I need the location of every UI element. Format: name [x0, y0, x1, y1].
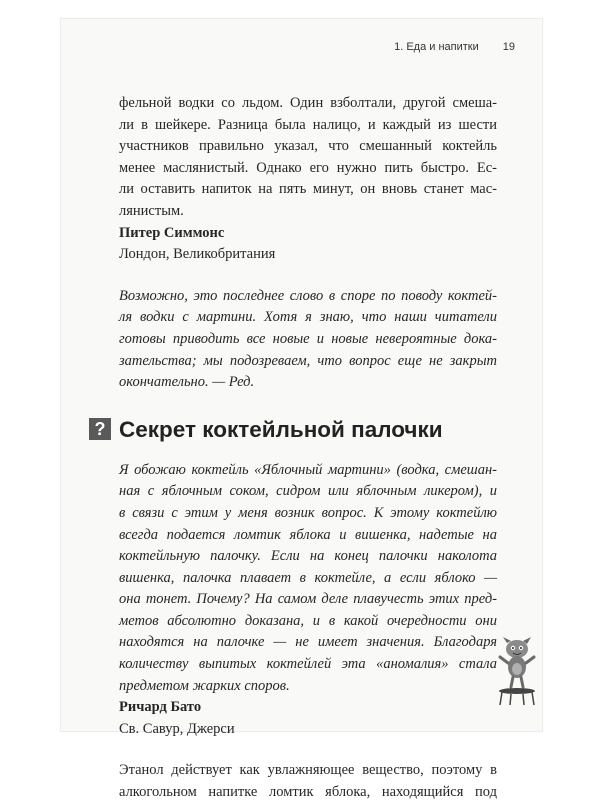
- text-line: находятся на палочке — не имеет значения. Благодаря: [119, 634, 497, 651]
- question-location: Св. Савур, Джерси: [119, 720, 235, 737]
- page-number: 19: [502, 41, 515, 53]
- text-line: количеству выпитых коктейлей эта «аномалия» стала: [119, 656, 497, 673]
- section-title: Секрет коктейльной палочки: [119, 416, 443, 442]
- text-line: Я обожаю коктейль «Яблочный мартини» (водка, смешан-: [119, 461, 497, 478]
- text-line: ная с яблочным соком, сидром или яблочным ликером), и: [119, 483, 497, 500]
- text-line: алкогольном напитке ломтик яблока, находящийся под: [119, 784, 497, 801]
- text-line: готовы приводить все новые и новые невероятные дока-: [119, 330, 497, 347]
- text-line: метов абсолютно доказана, и в какой очередности они: [119, 612, 497, 629]
- text-line: всегда подается ломтик яблока и вишенка, надетые на: [119, 526, 497, 543]
- text-line: вишенка, палочка плавает в коктейле, а если яблоко —: [119, 569, 497, 586]
- text-line: в связи с этим у меня возник вопрос. К этому коктейлю: [119, 504, 497, 521]
- text-line: менее маслянистый. Однако его нужно пить быстро. Ес-: [119, 159, 497, 176]
- text-line: предметом жарких споров.: [119, 677, 290, 694]
- text-line: она тонет. Почему? На самом деле плавучесть этих пред-: [119, 591, 497, 608]
- page-content: [94, 93, 497, 804]
- text-line: ля водки с мартини. Хотя я знаю, что наши читатели: [119, 309, 497, 326]
- answer: [119, 760, 497, 803]
- text-line: фельной водки со льдом. Один взболтали, другой смеша-: [119, 95, 497, 111]
- text-line: Возможно, это последнее слово в споре по поводу коктей-: [119, 287, 497, 304]
- text-line: участников правильно указал, что смешанный коктейль: [119, 138, 497, 155]
- section-heading: [94, 416, 497, 444]
- question-mark-icon: ?: [89, 418, 111, 440]
- book-page: [60, 18, 543, 801]
- letter-location: Лондон, Великобритания: [119, 246, 276, 263]
- running-head: [394, 41, 515, 53]
- text-line: лянистым.: [119, 202, 184, 219]
- text-line: ли в шейкере. Разница была налицо, и каждый из шести: [119, 116, 497, 133]
- text-line: зательства; мы подозреваем, что вопрос еще не закрыт: [119, 352, 497, 369]
- text-line: коктейльную палочку. Если на конец палочки наколота: [119, 548, 497, 565]
- text-line: Этанол действует как увлажняющее вещество, поэтому в: [119, 762, 497, 779]
- chapter-title: 1. Еда и напитки: [394, 41, 479, 53]
- text-line: окончательно. — Ред.: [119, 374, 255, 391]
- question-author: Ричард Бато: [119, 699, 202, 716]
- letter-author: Питер Симмонс: [119, 224, 225, 241]
- text-line: ли оставить напиток на пять минут, он вновь станет мас-: [119, 181, 497, 198]
- reader-question: [119, 460, 497, 698]
- editor-note: [119, 286, 497, 394]
- letter-continuation: [119, 93, 497, 223]
- trampoline-creature-icon: [497, 637, 537, 707]
